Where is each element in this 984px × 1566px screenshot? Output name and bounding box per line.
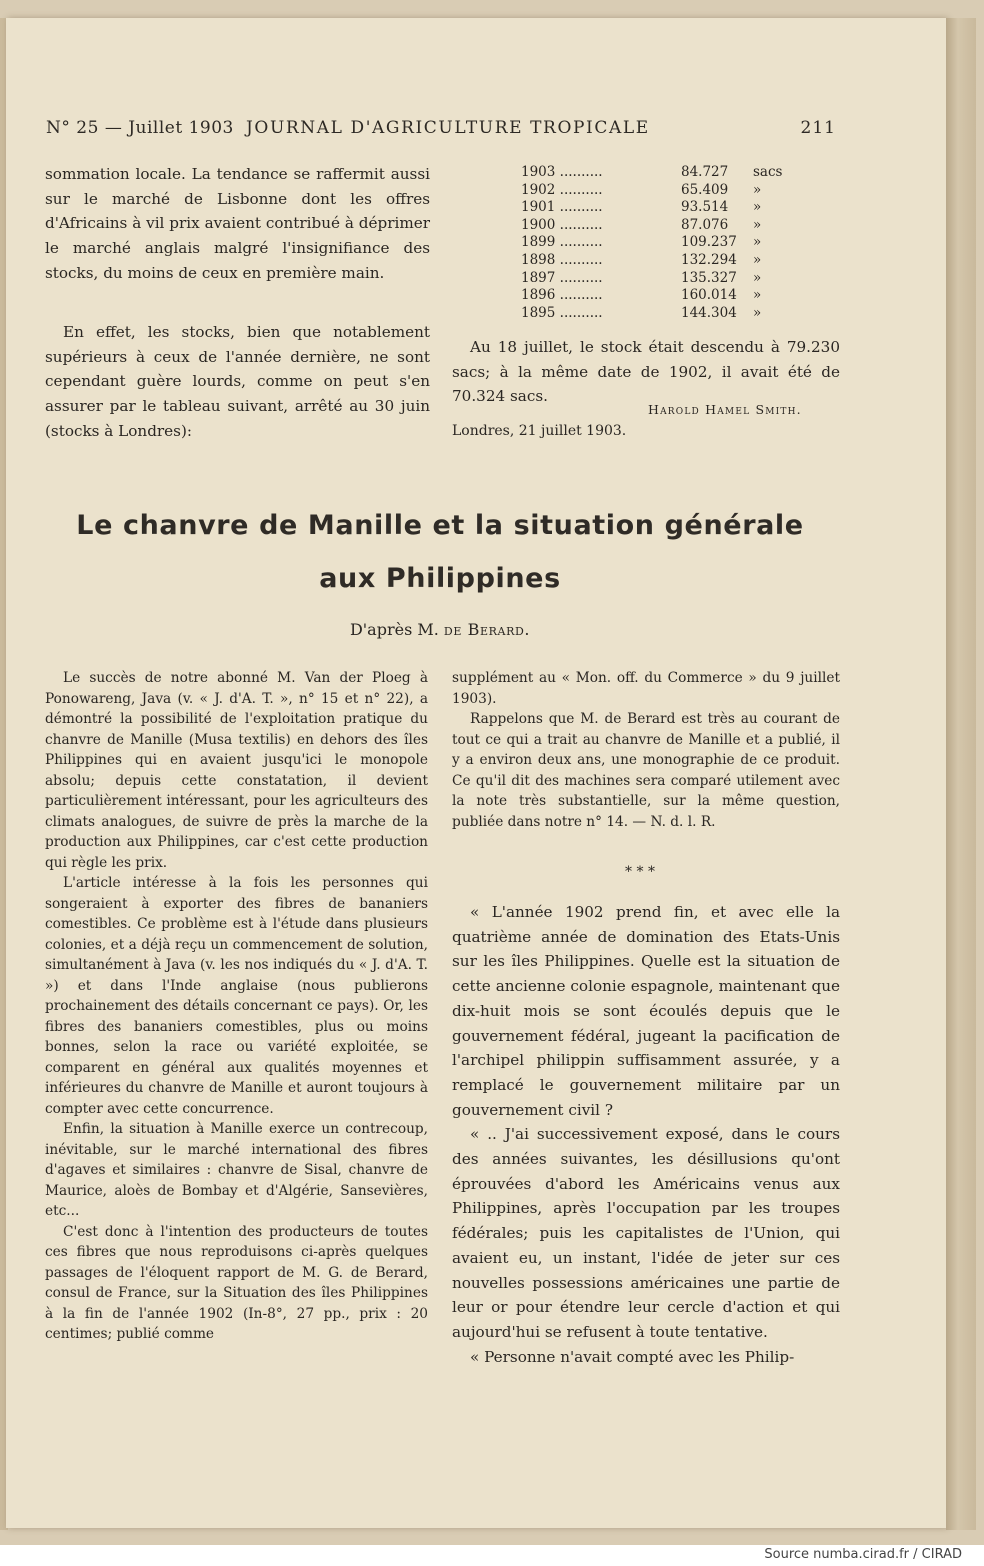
stock-row: [521, 270, 791, 288]
paragraph: L'article intéresse à la fois les personnes qui songeraient à exporter des fibres de bananiers comestibles. Ce problème est à l'étude dans plusieurs colonies, et a déjà reçu un commencement de solution, simultanément à Java (v. les nos indiqués du « J. d'A. T. ») et dans l'Inde anglaise (nous publierons prochainement des détails concernant ce pays). Or, les fibres des bananiers comestibles, plus ou moins bonnes, selon la race ou variété exploitée, se comparent en général aux qualités moyennes et inférieures du chanvre de Manille et auront toujours à compter avec cette concurrence.: [45, 875, 428, 1117]
paragraph: « L'année 1902 prend fin, et avec elle la quatrième année de domination des Etats-Unis sur les îles Philippines. Quelle est la situation de cette ancienne colonie espagnole, maintenant que dix-huit mois se sont écoulés depuis que le gouvernement fédéral, jugeant la pacification de l'archipel philippin suffisamment assurée, y a remplacé le gouvernement militaire par un gouvernement civil ?: [452, 903, 840, 1119]
stock-value: 160.014: [681, 287, 737, 304]
stock-unit: »: [753, 216, 762, 233]
stock-row: [521, 234, 791, 252]
dateline: Londres, 21 juillet 1903.: [452, 423, 627, 439]
stock-row: [521, 305, 791, 323]
stock-value: 87.076: [681, 216, 729, 233]
right-column-quote: [452, 900, 840, 1369]
author-signature: Harold Hamel Smith.: [648, 402, 802, 417]
stock-year: 1899 ..........: [521, 234, 603, 251]
paragraph: Rappelons que M. de Berard est très au courant de tout ce qui a trait au chanvre de Manille et a publié, il y a environ deux ans, une monographie de ce produit. Ce qu'il dit des machines sera comparé utilement avec la note très substantielle, sur la même question, publiée dans notre n° 14. — N. d. l. R.: [452, 711, 840, 830]
stock-unit: »: [753, 287, 762, 304]
stock-row: [521, 287, 791, 305]
stock-value: 93.514: [681, 199, 729, 216]
stock-unit: »: [753, 234, 762, 251]
paragraph: Au 18 juillet, le stock était descendu à 79.230 sacs; à la même date de 1902, il avait été de 70.324 sacs.: [452, 338, 840, 406]
stock-year: 1897 ..........: [521, 269, 603, 286]
paragraph: Enfin, la situation à Manille exerce un contrecoup, inévitable, sur le marché international des fibres d'agaves et similaires : chanvre de Sisal, chanvre de Maurice, aloès de Bombay et d'Algérie, Sansevières, etc...: [45, 1121, 428, 1219]
byline-prefix: D'après M.: [349, 620, 439, 639]
paragraph: C'est donc à l'intention des producteurs de toutes ces fibres que nous reproduisons ci-après quelques passages de l'éloquent rapport de M. G. de Berard, consul de France, sur la Situation des îles Philippines à la fin de l'année 1902 (In-8°, 27 pp., prix : 20 centimes; publié comme: [45, 1223, 428, 1342]
stock-row: [521, 217, 791, 235]
page-number: 211: [800, 118, 836, 138]
source-credit: Source numba.cirad.fr / CIRAD: [764, 1547, 962, 1562]
stock-value: 65.409: [681, 181, 729, 198]
byline-name: de Berard.: [443, 620, 531, 639]
stock-table: [521, 164, 791, 322]
top-left-paragraph-2: [45, 320, 430, 444]
stock-unit: »: [753, 181, 762, 198]
byline: [40, 620, 840, 639]
top-right-paragraph: [452, 335, 840, 409]
stock-row: [521, 199, 791, 217]
stock-year: 1900 ..........: [521, 216, 603, 233]
stock-value: 132.294: [681, 251, 737, 268]
article-title-line-1: Le chanvre de Manille et la situation générale: [76, 510, 804, 541]
stock-row: [521, 182, 791, 200]
stock-year: 1901 ..........: [521, 199, 603, 216]
running-header: [46, 118, 836, 144]
issue-label: N° 25 — Juillet 1903: [46, 118, 234, 138]
paragraph: « .. J'ai successivement exposé, dans le cours des années suivantes, les désillusions qu'ont éprouvées d'abord les Américains venus aux Philippines, après l'occupation par les troupes fédérales; puis les capitalistes de l'Union, qui avaient eu, un instant, l'idée de jeter sur ces nouvelles possessions américaines une partie de leur or pour étendre leur cercle d'action et qui aujourd'hui se refusent à toute tentative.: [452, 1125, 840, 1341]
top-left-paragraph-1: [45, 162, 430, 286]
stock-unit: »: [753, 251, 762, 268]
paragraph: Le succès de notre abonné M. Van der Ploeg à Ponowareng, Java (v. « J. d'A. T. », n° 15 et n° 22), a démontré la possibilité de l'exploitation pratique du chanvre de Manille (Musa textilis) en dehors des îles Philippines qui en avaient jusqu'ici le monopole absolu; depuis cette constatation, il devient particulièrement intéressant, pour les agriculteurs des climats analogues, de suivre de près la marche de la production aux Philippines, car c'est cette production qui règle les prix.: [45, 670, 428, 871]
right-column-editorial-note: [452, 668, 840, 832]
stock-unit: »: [753, 269, 762, 286]
paragraph: En effet, les stocks, bien que notablement supérieurs à ceux de l'année dernière, ne sont cependant guère lourds, comme on peut s'en assurer par le tableau suivant, arrêté au 30 juin (stocks à Londres):: [45, 323, 430, 440]
stock-unit: sacs: [753, 164, 783, 180]
stock-row: [521, 164, 791, 182]
stock-year: 1896 ..........: [521, 287, 603, 304]
page-edge: [946, 18, 976, 1530]
stock-value: 135.327: [681, 269, 737, 286]
stock-year: 1903 ..........: [521, 164, 603, 180]
left-column: [45, 668, 428, 1345]
stock-unit: »: [753, 304, 762, 321]
stock-year: 1895 ..........: [521, 304, 603, 321]
stock-unit: »: [753, 199, 762, 216]
paragraph: sommation locale. La tendance se raffermit aussi sur le marché de Lisbonne dont les offres d'Africains à vil prix avaient contribué à déprimer le marché anglais malgré l'insignifiance des stocks, du moins de ceux en première main.: [45, 165, 430, 282]
section-separator: * * *: [625, 864, 655, 880]
stock-value: 109.237: [681, 234, 737, 251]
journal-title: JOURNAL D'AGRICULTURE TROPICALE: [246, 118, 650, 138]
paragraph: supplément au « Mon. off. du Commerce » du 9 juillet 1903).: [452, 670, 840, 707]
stock-value: 144.304: [681, 304, 737, 321]
paragraph: « Personne n'avait compté avec les Philip-: [470, 1347, 795, 1366]
stock-row: [521, 252, 791, 270]
stock-year: 1902 ..........: [521, 181, 603, 198]
article-title-line-2: aux Philippines: [319, 563, 561, 594]
stock-year: 1898 ..........: [521, 251, 603, 268]
stock-value: 84.727: [681, 164, 729, 180]
